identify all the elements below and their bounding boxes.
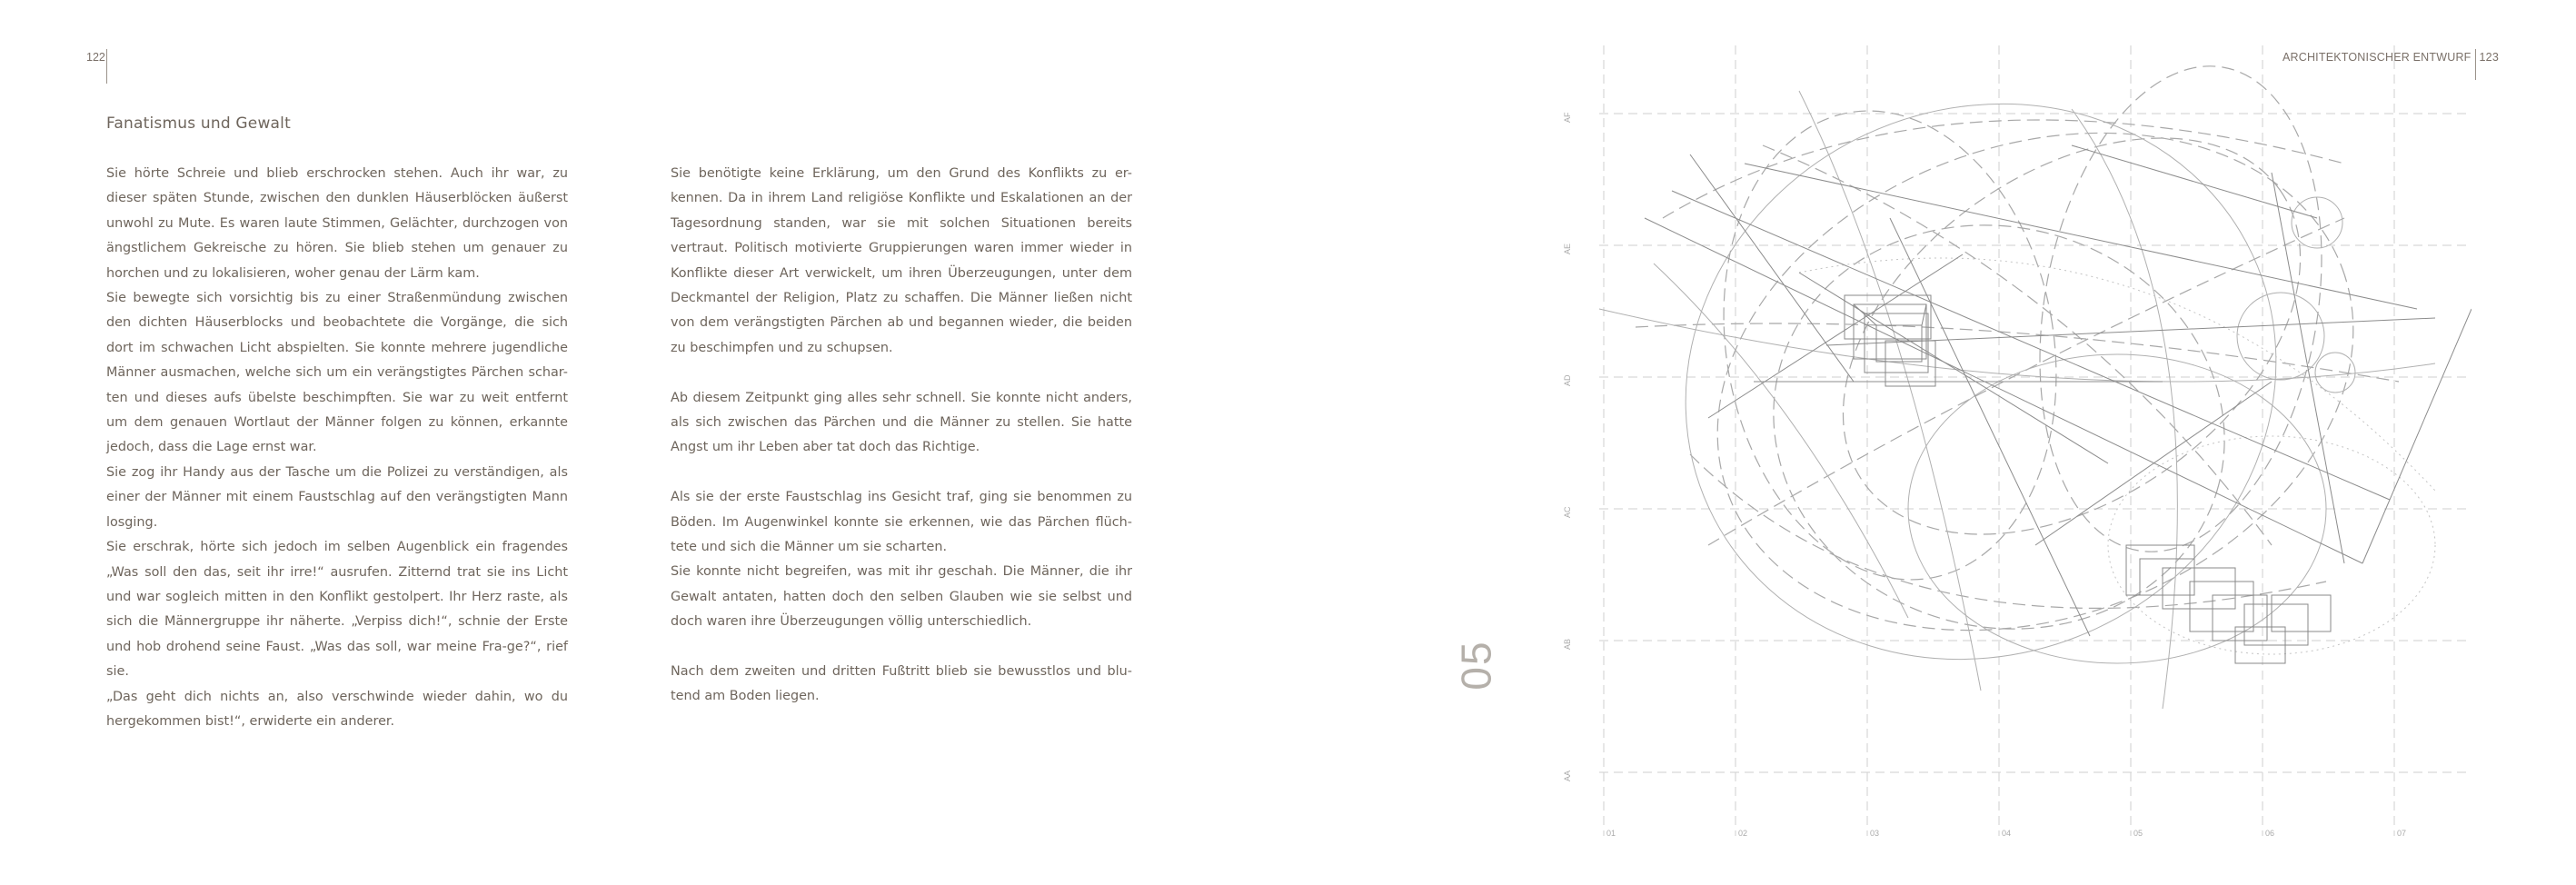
header-title: ARCHITEKTONISCHER ENTWURF — [2282, 51, 2472, 64]
grid-row-label: AE — [1563, 243, 1572, 254]
paragraph: Sie erschrak, hörte sich jedoch im selben Augenblick ein fragendes „Was soll den das, seit ihr irre!“ ausrufen. Zitternd trat sie ins Licht und war sogleich mitten in den Konflikt gestolpert. Ihr Herz raste, als sich die Männergruppe ihr näherte. „Verpiss dich!“, schnie der Erste und hob drohend seine Faust. „Was das soll, war meine Fra-ge?“, rief sie. — [106, 540, 568, 680]
grid-row-label: AB — [1563, 638, 1572, 650]
text-column-1 — [106, 162, 568, 734]
page-number-left: 122 — [86, 51, 105, 64]
text-column-2 — [671, 162, 1132, 710]
chapter-number: 05 — [1452, 640, 1500, 691]
grid-col-label: 01 — [1606, 829, 1616, 838]
paragraph: Sie benötigte keine Erklärung, um den Grund des Konflikts zu er-kennen. Da in ihrem Land religiöse Konflikte und Eskalationen an der Tagesordnung standen, war sie mit solchen Situationen bereits vertraut. Politisch motivierte Gruppierungen waren immer wieder in Konflikte dieser Art verwickelt, um ihren Überzeugungen, unter dem Deckmantel der Religion, Platz zu schaffen. Die Männer ließen nicht von dem verängstigten Pärchen ab und begannen wieder, die beiden zu beschimpfen und zu schupsen. — [671, 166, 1132, 355]
paragraph: „Das geht dich nichts an, also verschwinde wieder dahin, wo du hergekommen bist!“, erwiderte ein anderer. — [106, 689, 568, 729]
paragraph: Sie bewegte sich vorsichtig bis zu einer Straßenmündung zwischen den dichten Häuserblocks und beobachtete die Vorgänge, die sich dort im schwachen Licht abspielten. Sie konnte mehrere jugendliche Männer ausmachen, welche sich um ein verängstigtes Pärchen schar-ten und dieses aufs übelste beschimpften. Sie war zu weit entfernt um dem genauen Wortlaut der Männer folgen zu können, erkannte jedoch, dass die Lage ernst war. — [106, 291, 568, 455]
box-cluster-lower — [2126, 545, 2331, 663]
grid-col-label: 04 — [2002, 829, 2012, 838]
paragraph: Als sie der erste Faustschlag ins Gesicht traf, ging sie benommen zu Böden. Im Augenwinkel konnte sie erkennen, wie das Pärchen flüch-tete und sich die Männer um sie scharten. — [671, 490, 1132, 555]
paragraph: Nach dem zweiten und dritten Fußtritt blieb sie bewusstlos und blu-tend am Boden liegen. — [671, 664, 1132, 704]
grid-col-label: 02 — [1738, 829, 1748, 838]
paragraph: Sie hörte Schreie und blieb erschrocken stehen. Auch ihr war, zu dieser späten Stunde, zwischen den dunklen Häuserblöcken äußerst unwohl zu Mute. Es waren laute Stimmen, Gelächter, durchzogen von ängstlichem Gekreische zu hören. Sie blieb stehen um genauer zu horchen und zu lokalisieren, woher genau der Lärm kam. — [106, 166, 568, 281]
page-number-divider — [106, 49, 107, 84]
section-title: Fanatismus und Gewalt — [106, 114, 291, 133]
box-cluster-upper — [1845, 295, 1935, 386]
dotted-curves — [1799, 258, 2435, 654]
grid-row-label: AF — [1563, 112, 1572, 123]
grid-row-label: AC — [1563, 506, 1572, 518]
paragraph: Ab diesem Zeitpunkt ging alles sehr schnell. Sie konnte nicht anders, als sich zwischen das Pärchen und die Männer zu stellen. Sie hatte Angst um ihr Leben aber tat doch das Richtige. — [671, 390, 1132, 455]
grid-col-label: 07 — [2397, 829, 2407, 838]
paragraph: Sie zog ihr Handy aus der Tasche um die Polizei zu verständigen, als einer der Männer mit einem Faustschlag auf den verängstigten Mann losging. — [106, 464, 568, 530]
grid-col-label: 03 — [1870, 829, 1880, 838]
grid-col-label: 06 — [2265, 829, 2275, 838]
grid-row-label: AA — [1563, 770, 1572, 781]
page-number-right: 123 — [2479, 51, 2499, 64]
header-divider — [2475, 49, 2476, 80]
paragraph: Sie konnte nicht begreifen, was mit ihr geschah. Die Männer, die ihr Gewalt antaten, hatten doch den selben Glauben wie sie selbst und doch waren ihre Überzeugungen völlig unterschiedlich. — [671, 564, 1132, 630]
architectural-sketch — [1527, 36, 2472, 854]
dashed-curves — [1636, 44, 2423, 715]
grid-row-label: AD — [1563, 374, 1572, 386]
grid-lines — [1599, 45, 2472, 836]
grid-col-label: 05 — [2133, 829, 2143, 838]
